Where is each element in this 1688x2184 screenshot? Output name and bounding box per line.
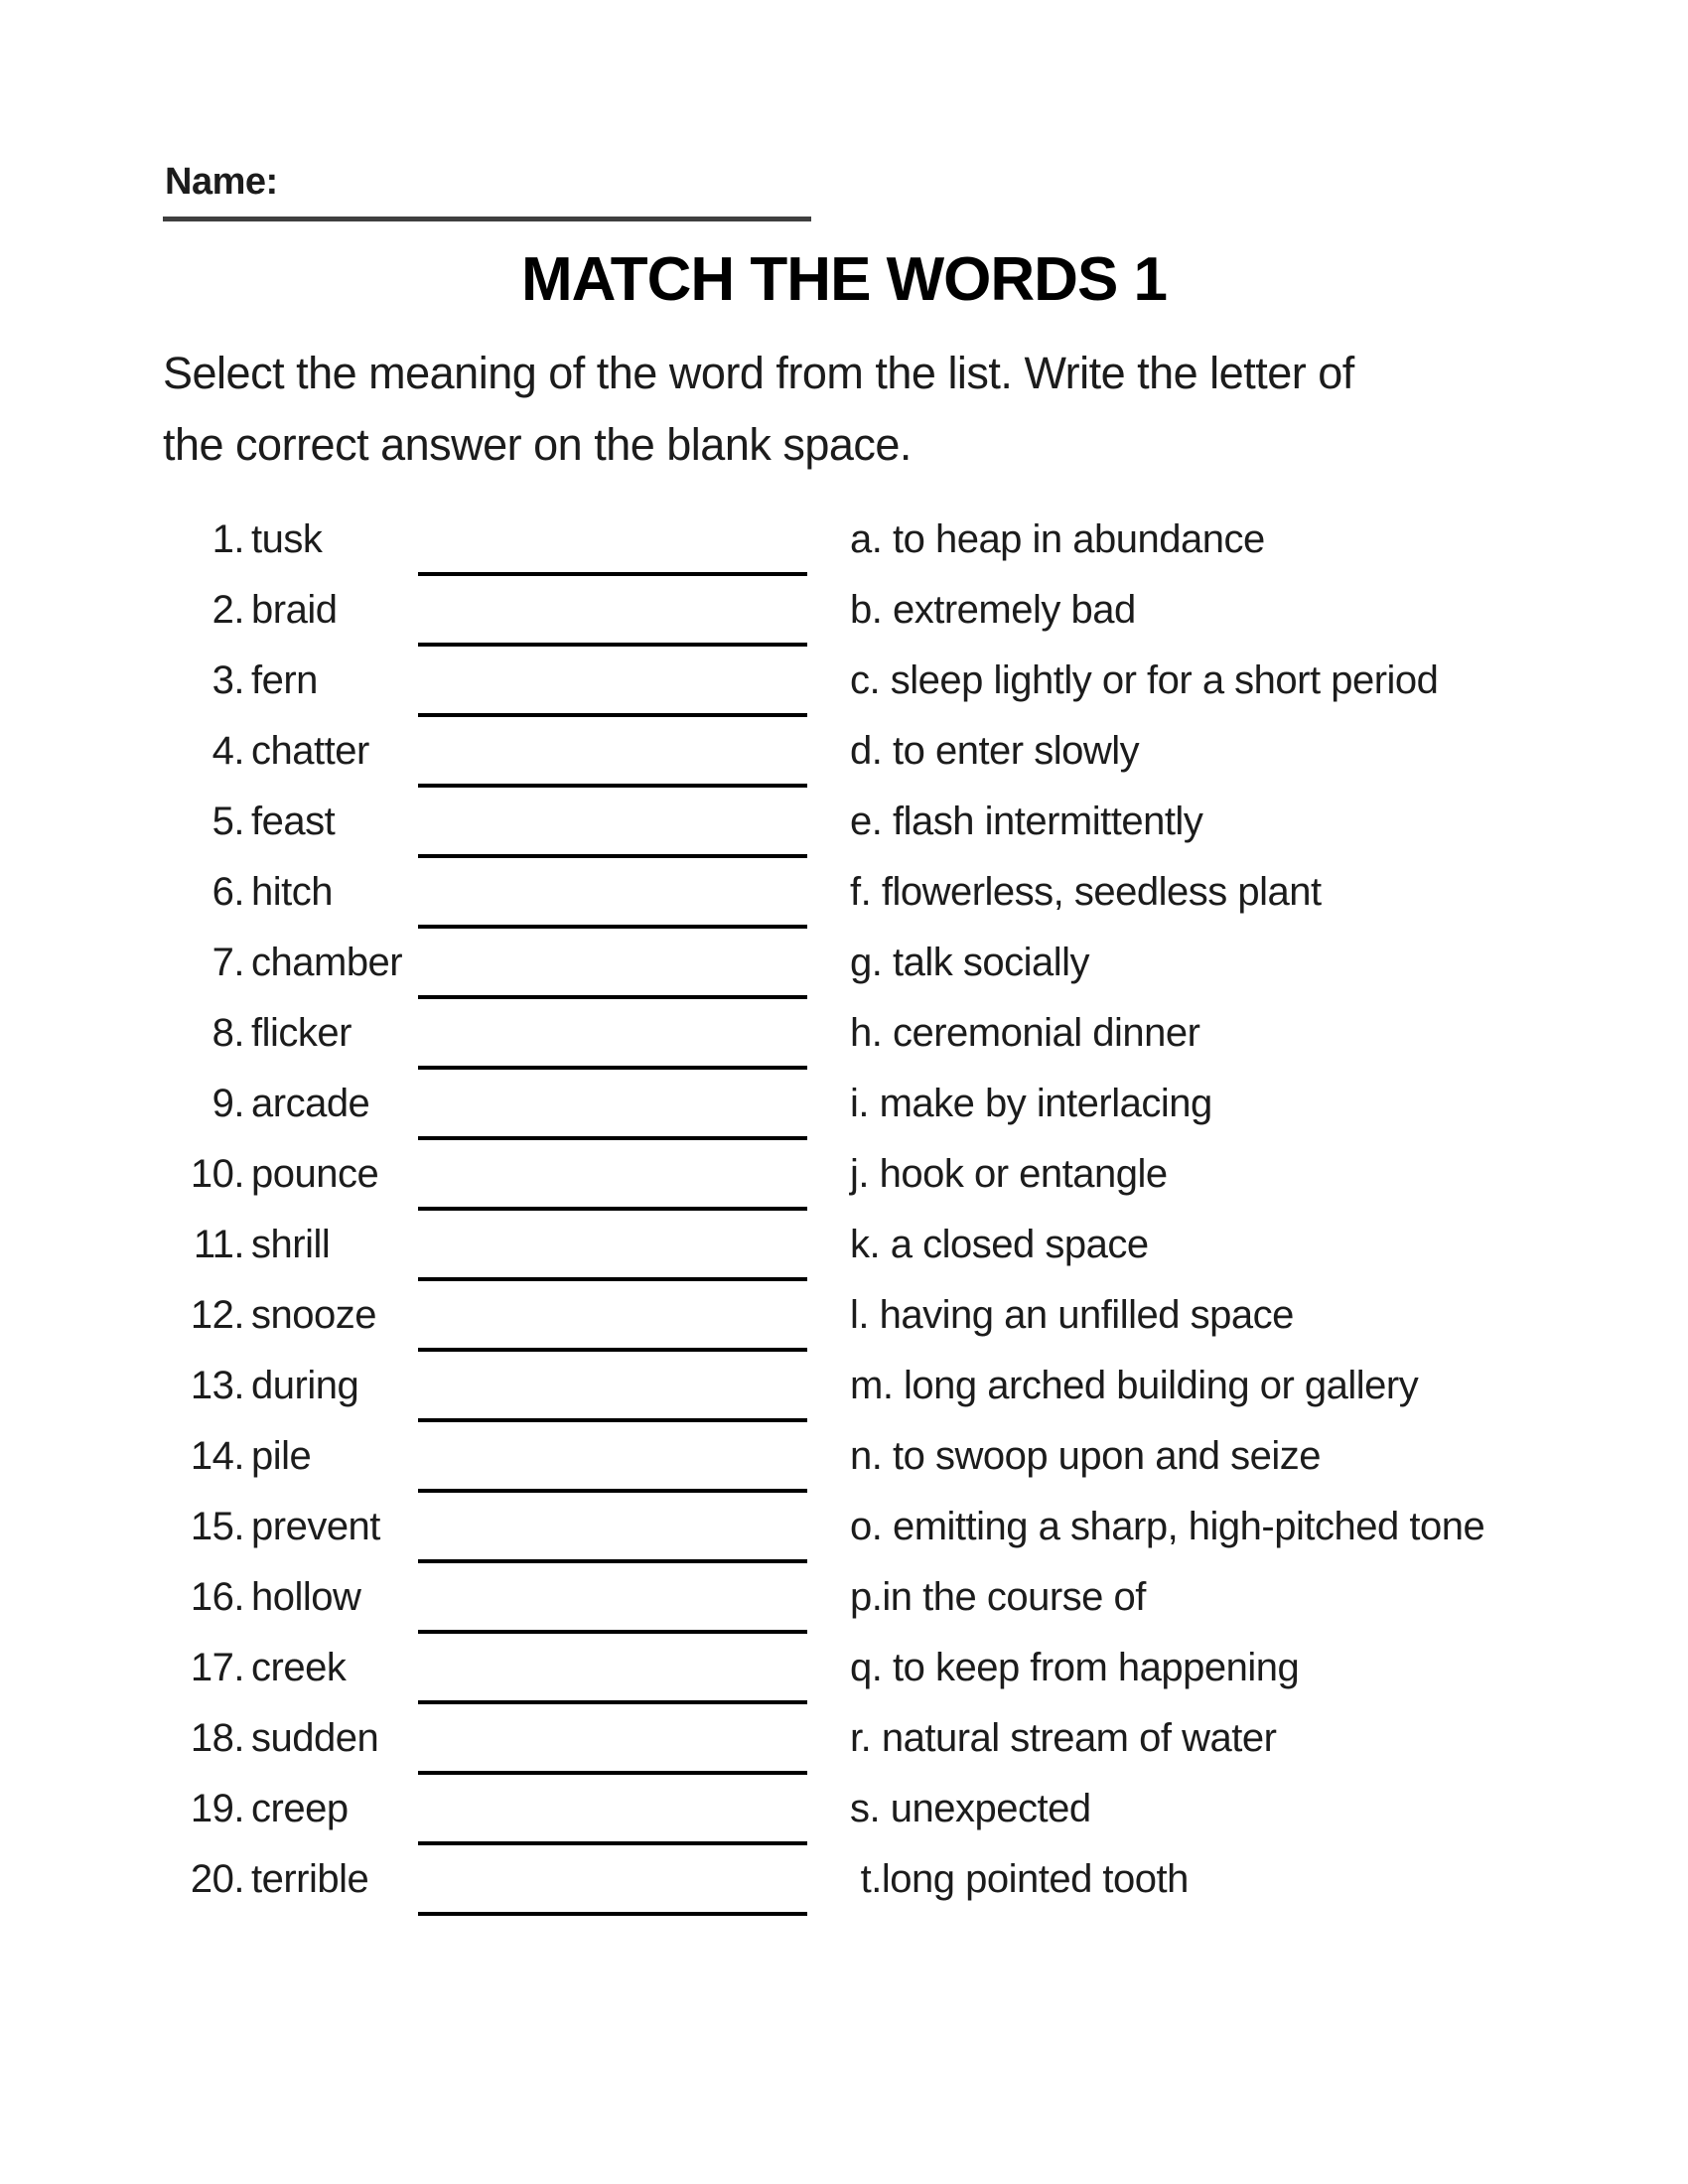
word-number: 11. [193, 1223, 244, 1266]
match-row [0, 1494, 1688, 1564]
word-number: 10. [190, 1152, 244, 1196]
word-label: feast [251, 800, 336, 843]
word-label: snooze [251, 1293, 376, 1337]
match-row [0, 1846, 1688, 1917]
definition-label: f. flowerless, seedless plant [850, 870, 1322, 914]
answer-blank-line[interactable] [418, 854, 807, 858]
definition-label: s. unexpected [850, 1787, 1091, 1830]
word-number: 4. [211, 729, 244, 773]
definition-label: t.long pointed tooth [850, 1857, 1189, 1901]
word-label: creep [251, 1787, 349, 1830]
answer-blank-line[interactable] [418, 1912, 807, 1916]
definition-label: i. make by interlacing [850, 1082, 1212, 1125]
worksheet-title: MATCH THE WORDS 1 [520, 245, 1168, 314]
word-number: 20. [190, 1857, 244, 1901]
word-label: chamber [251, 941, 403, 984]
instructions [163, 338, 1354, 481]
definition-label: p.in the course of [850, 1575, 1146, 1619]
match-row [0, 859, 1688, 930]
answer-blank-line[interactable] [418, 1771, 807, 1775]
answer-blank-line[interactable] [418, 1630, 807, 1634]
match-row [0, 1141, 1688, 1212]
definition-label: a. to heap in abundance [850, 517, 1265, 561]
word-label: prevent [251, 1505, 380, 1548]
name-label: Name: [165, 161, 278, 203]
answer-blank-line[interactable] [418, 1418, 807, 1422]
answer-blank-line[interactable] [418, 572, 807, 576]
answer-blank-line[interactable] [418, 1136, 807, 1140]
answer-blank-line[interactable] [418, 1559, 807, 1563]
definition-label: k. a closed space [850, 1223, 1149, 1266]
match-row [0, 718, 1688, 789]
word-label: braid [251, 588, 338, 632]
word-number: 14. [190, 1434, 244, 1478]
match-row [0, 1071, 1688, 1141]
name-blank-line[interactable] [163, 217, 811, 221]
answer-blank-line[interactable] [418, 925, 807, 929]
word-number: 19. [190, 1787, 244, 1830]
word-number: 16. [190, 1575, 244, 1619]
word-number: 5. [211, 800, 244, 843]
definition-label: m. long arched building or gallery [850, 1364, 1419, 1407]
word-label: pounce [251, 1152, 379, 1196]
match-row [0, 1635, 1688, 1705]
answer-blank-line[interactable] [418, 713, 807, 717]
answer-blank-line[interactable] [418, 1348, 807, 1352]
match-row [0, 1000, 1688, 1071]
word-label: sudden [251, 1716, 379, 1760]
word-label: hitch [251, 870, 333, 914]
word-number: 3. [211, 658, 244, 702]
match-row [0, 1353, 1688, 1423]
word-number: 13. [190, 1364, 244, 1407]
match-row [0, 789, 1688, 859]
word-label: fern [251, 658, 318, 702]
answer-blank-line[interactable] [418, 1700, 807, 1704]
word-number: 12. [190, 1293, 244, 1337]
word-label: pile [251, 1434, 312, 1478]
definition-label: n. to swoop upon and seize [850, 1434, 1322, 1478]
definition-label: q. to keep from happening [850, 1646, 1300, 1689]
answer-blank-line[interactable] [418, 1277, 807, 1281]
definition-label: b. extremely bad [850, 588, 1136, 632]
match-row [0, 930, 1688, 1000]
answer-blank-line[interactable] [418, 784, 807, 788]
definition-label: o. emitting a sharp, high-pitched tone [850, 1505, 1485, 1548]
answer-blank-line[interactable] [418, 1489, 807, 1493]
instructions-line-2: the correct answer on the blank space. [163, 419, 912, 470]
word-label: hollow [251, 1575, 361, 1619]
match-row [0, 1705, 1688, 1776]
definition-label: e. flash intermittently [850, 800, 1203, 843]
answer-blank-line[interactable] [418, 1066, 807, 1070]
word-number: 6. [211, 870, 244, 914]
match-row [0, 1212, 1688, 1282]
definition-label: g. talk socially [850, 941, 1089, 984]
definition-label: r. natural stream of water [850, 1716, 1277, 1760]
definition-label: d. to enter slowly [850, 729, 1140, 773]
definition-label: c. sleep lightly or for a short period [850, 658, 1439, 702]
match-row [0, 1776, 1688, 1846]
answer-blank-line[interactable] [418, 643, 807, 647]
word-number: 9. [211, 1082, 244, 1125]
word-label: shrill [251, 1223, 331, 1266]
word-number: 18. [190, 1716, 244, 1760]
word-label: tusk [251, 517, 323, 561]
definition-label: j. hook or entangle [850, 1152, 1168, 1196]
answer-blank-line[interactable] [418, 1841, 807, 1845]
word-number: 7. [211, 941, 244, 984]
definition-label: h. ceremonial dinner [850, 1011, 1200, 1055]
word-number: 15. [190, 1505, 244, 1548]
word-label: arcade [251, 1082, 370, 1125]
answer-blank-line[interactable] [418, 995, 807, 999]
definition-label: l. having an unfilled space [850, 1293, 1294, 1337]
word-number: 17. [190, 1646, 244, 1689]
match-row [0, 1564, 1688, 1635]
word-label: chatter [251, 729, 369, 773]
answer-blank-line[interactable] [418, 1207, 807, 1211]
match-list [0, 507, 1688, 1917]
instructions-line-1: Select the meaning of the word from the list. Write the letter of [163, 348, 1354, 398]
match-row [0, 648, 1688, 718]
word-number: 8. [211, 1011, 244, 1055]
match-row [0, 1423, 1688, 1494]
word-label: creek [251, 1646, 347, 1689]
match-row [0, 1282, 1688, 1353]
word-label: during [251, 1364, 359, 1407]
match-row [0, 577, 1688, 648]
word-label: flicker [251, 1011, 352, 1055]
word-number: 1. [211, 517, 244, 561]
word-number: 2. [211, 588, 244, 632]
word-label: terrible [251, 1857, 369, 1901]
match-row [0, 507, 1688, 577]
